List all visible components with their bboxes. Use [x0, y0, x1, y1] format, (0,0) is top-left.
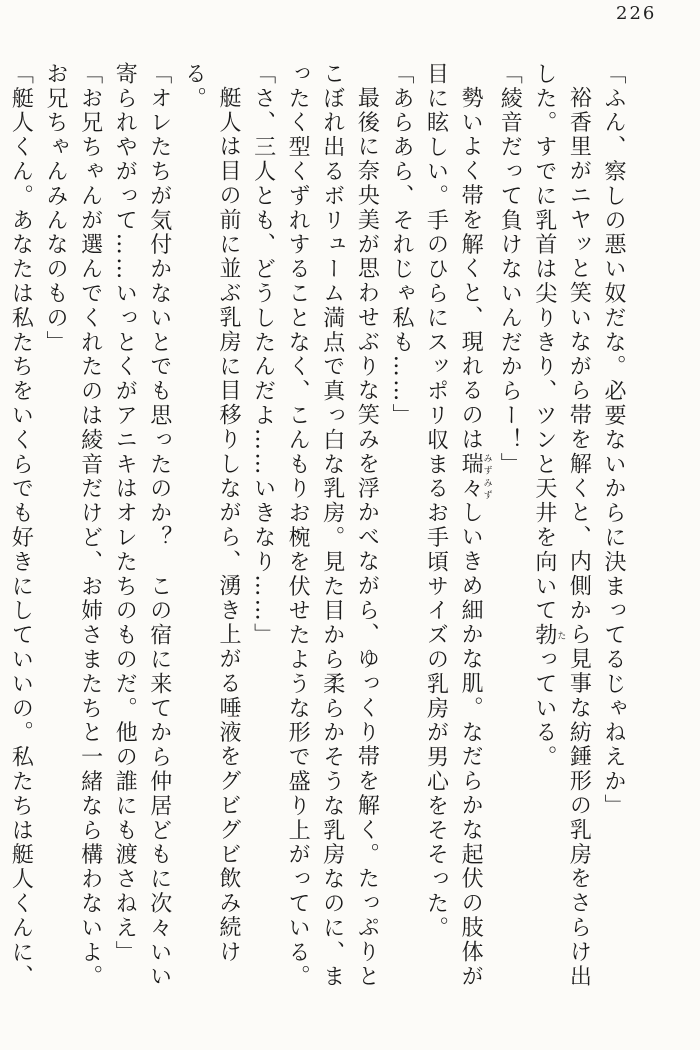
paragraph: 勢いよく帯を解くと、現れるのは瑞々みずみずしいきめ細かな肌。なだらかな起伏の肢体が目に眩しい。手のひらにスッポリ収まるお手頃サイズの乳房が男心をそそった。 — [423, 62, 492, 989]
paragraph: 「綾音だって負けないんだからー！」 — [497, 62, 523, 477]
ruby-annotated-word: 勃た — [531, 623, 566, 648]
paragraph: 「さ、三人とも、どうしたんだよ……いきなり……」 — [250, 62, 276, 648]
paragraph: 裕香里がニヤッと笑いながら帯を解くと、内側から見事な紡錘形の乳房をさらけ出した。すでに乳首は尖りきり、ツンと天井を向いて勃たっている。 — [531, 62, 592, 989]
paragraph: 「艇人くん。あなたは私たちをいくらでも好きにしていいの。私たちは艇人くんに、 — [8, 62, 34, 990]
furigana: みずみず — [481, 452, 492, 501]
paragraph: 「オレたちが気付かないとでも思ったのか？ この宿に来てから仲居どもに次々いい寄られやがって……いっとくがアニキはオレたちのものだ。他の誰にも渡さねえ」 — [112, 62, 172, 990]
paragraph: 「お兄ちゃんが選んでくれたのは綾音だけど、お姉さまたちと一緒なら構わないよ。お兄ちゃんみんなのもの」 — [43, 62, 103, 990]
paragraph: 「ふん、察しの悪い奴だな。必要ないからに決まってるじゃねえか」 — [601, 62, 626, 819]
furigana: た — [555, 623, 566, 648]
paragraph: 最後に奈央美が思わせぶりな笑みを浮かべながら、ゆっくり帯を解く。たっぷりとこぼれ出るボリューム満点で真っ白な乳房。見た目から柔らかそうな乳房なのに、まったく型くずれすることなく、こんもりお椀を伏せたような形で盛り上がっている。 — [285, 62, 380, 990]
page-number: 226 — [616, 3, 657, 24]
vertical-text-area — [8, 62, 630, 998]
paragraph: 艇人は目の前に並ぶ乳房に目移りしながら、湧き上がる唾液をグビグビ飲み続ける。 — [181, 62, 241, 965]
ruby-annotated-word: 瑞々みずみず — [458, 452, 492, 501]
paragraph: 「あらあら、それじゃ私も……」 — [388, 62, 414, 428]
